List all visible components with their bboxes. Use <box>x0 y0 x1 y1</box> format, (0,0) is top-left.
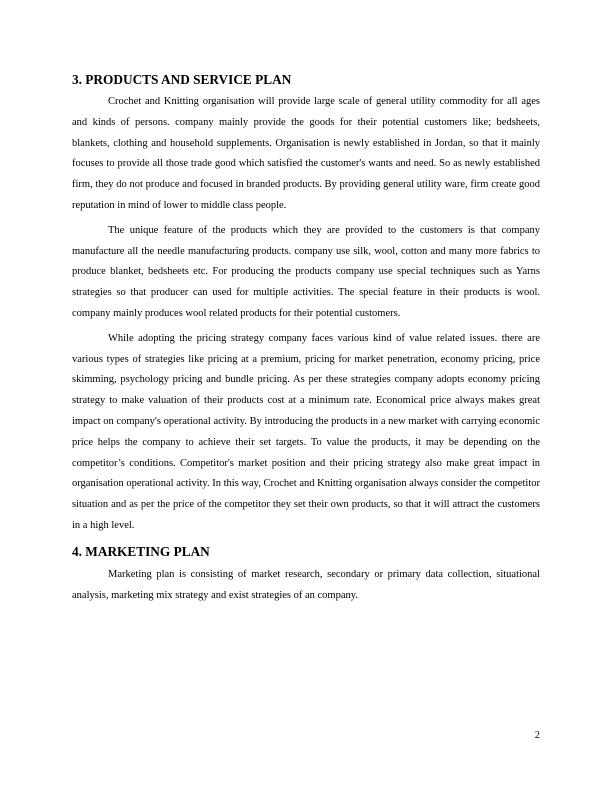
document-page <box>72 72 540 606</box>
section-heading-products-and-service-plan: 3. PRODUCTS AND SERVICE PLAN <box>72 72 292 87</box>
paragraph-marketing-plan: Marketing plan is consisting of market research, secondary or primary data collection, situational analysis, marketing mix strategy and exist strategies of an company. <box>72 568 540 601</box>
paragraph-general-utility-commodity: Crochet and Knitting organisation will provide large scale of general utility commodity for all ages and kinds of persons. company mainly provide the goods for their potential customers like; bedsheets, blankets, clothing and household supplements. Organisation is newly established in Jordan, so that it mainly focuses to provide all those trade good which satisfied the customer's wants and need. So as newly established firm, they do not produce and focused in branded products. By providing general utility ware, firm create good reputation in mind of lower to middle class people. <box>72 96 540 211</box>
page-number: 2 <box>534 730 540 741</box>
paragraph-unique-feature: The unique feature of the products which they are provided to the customers is that company manufacture all the needle manufacturing products. company use silk, wool, cotton and many more fabrics to produce blanket, bedsheets etc. For producing the products company use special techniques such as Yarns strategies so that producer can used for multiple activities. The special feature in their products is wool. company mainly produces wool related products for their potential customers. <box>72 224 540 319</box>
paragraph-pricing-strategy: While adopting the pricing strategy company faces various kind of value related issues. there are various types of strategies like pricing at a premium, pricing for market penetration, economy pricing, price skimming, psychology pricing and bundle pricing. As per these strategies company adopts economy pricing strategy to make valuation of their products cost at a minimum rate. Economical price always makes great impact on company's operational activity. By introducing the products in a new market with carrying economic price helps the company to achieve their set targets. To value the products, it may be depending on the competitor’s conditions. Competitor's market position and their pricing strategy also make great impact in organisation operational activity. In this way, Crochet and Knitting organisation always consider the competitor situation and as per the price of the competitor they set their own products, so that it will attract the customers in a high level. <box>72 332 541 531</box>
section-heading-marketing-plan: 4. MARKETING PLAN <box>72 543 210 559</box>
